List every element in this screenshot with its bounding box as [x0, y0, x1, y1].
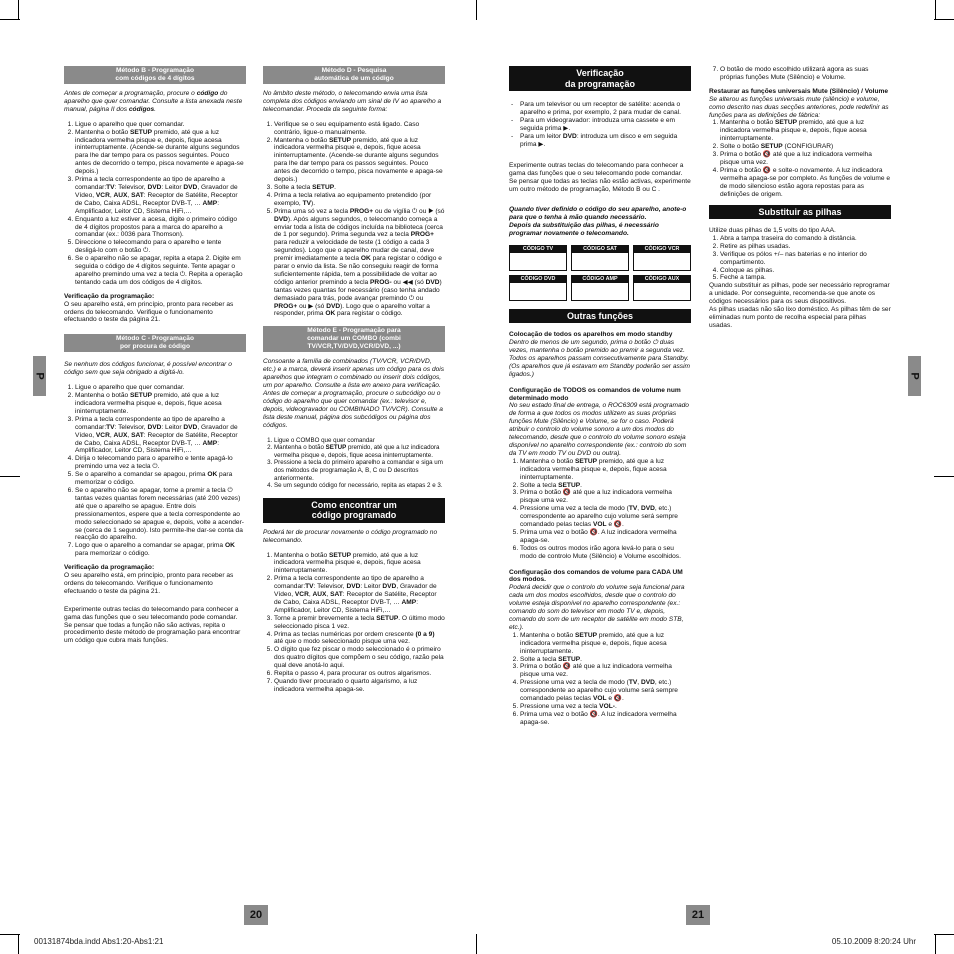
header-line: Método C - Programação [115, 335, 195, 343]
method-c-intro: Se nenhum dos códigos funcionar, é possível encontrar o código sem que seja obrigado a digitá-lo. [64, 361, 232, 377]
list-item: 3. Pressione a tecla do primeiro aparelho a comandar e siga um dos métodos de programação A, B, C ou D descritos anteriormente. [274, 459, 445, 482]
method-d-intro: No âmbito deste método, o telecomando envia uma lista completa dos códigos enviando um sinal de IV ao aparelho a telecomandar. Proceda da seguinte forma: [263, 90, 442, 113]
section-header-find-code [263, 498, 445, 523]
list-item: 2. Mantenha o botão SETUP premido, até que a luz indicadora vermelha pisque e, depois, fique acesa ininterruptamente. (Acende-se durante alguns segundos para lhe dar tempo para os passos seguintes. Pouco antes de decorrido o tempo, pisca novamente e apaga-se depois.) [274, 137, 445, 184]
volume-each-title: Configuração dos comandos de volume para CADA UM dos modos. [509, 568, 683, 584]
method-e-intro: Consoante a família de combinados (TV/VCR, VCR/DVD, etc.) e a marca, deverá inserir apenas um código para os dois aparelhos que integram o combinado ou inserir dois códigos, um por aparelho. Consulte a lista em anexo para verificação. Antes de começar a programação, procure o subcódigo ou o código do aparelho que quer comandar (ex.: televisor e, depois, videogravador ou COMBINADO TV/VCR). Consulte a lista deste manual, página dos subcódigos ou página dos códigos. [263, 358, 445, 429]
list-item: 5. Pressione uma vez a tecla VOL-. [520, 703, 691, 711]
list-item: 6. Prima uma vez o botão 🔇. A luz indicadora vermelha apaga-se. [520, 711, 691, 727]
list-item: 7. Quando tiver procurado o quarto algarismo, a luz indicadora vermelha apaga-se. [274, 678, 445, 694]
list-item: 1. Ligue o aparelho que quer comandar. [75, 121, 246, 129]
list-item: 6. Se o aparelho não se apagar, repita a etapa 2. Digite em seguida o código de 4 dígitos seguinte. Tente apagar o aparelho premindo uma vez a tecla ⏻. Repita a operação tentando cada um dos códigos de 4 dígitos. [75, 255, 246, 287]
method-b-steps [64, 121, 246, 287]
method-c-steps [64, 384, 246, 558]
list-item: 1. Ligue o COMBO que quer comandar [274, 437, 445, 445]
list-item: 3. Prima a tecla correspondente ao tipo de aparelho a comandar:TV: Televisor, DVD: Leitor DVD, Gravador de Vídeo, VCR, AUX, SAT: Receptor de Satélite, Receptor de Cabo, Caixa ADSL, Receptor DVB-T, … AMP: Amplificador, Leitor CD, Sistema HiFi,… [75, 176, 246, 216]
list-item: 3. Torne a premir brevemente a tecla SETUP. O último modo seleccionado pisca 1 vez. [274, 615, 445, 631]
code-box [571, 245, 629, 271]
list-item: 1. Mantenha o botão SETUP premido, até que a luz indicadora vermelha pisque e, depois, fique acesa ininterruptamente. [720, 119, 891, 143]
list-item: 1. Mantenha o botão SETUP premido, até que a luz indicadora vermelha pisque e, depois, fique acesa ininterruptamente. [274, 552, 445, 576]
header-line: com códigos de 4 dígitos [115, 75, 195, 82]
footer-file: 00131874bda.indd Abs1:20-Abs1:21 [34, 937, 164, 946]
volume-each-steps [509, 632, 691, 727]
column-4 [709, 66, 891, 337]
list-item: 2. Solte a tecla SETUP. [520, 656, 691, 664]
list-item: 4. Pressione uma vez a tecla de modo (TV, DVD, etc.) correspondente ao aparelho cujo volume será sempre comandado pelas teclas VOL e 🔇. [520, 505, 691, 529]
list-item: 4. Pressione uma vez a tecla de modo (TV, DVD, etc.) correspondente ao aparelho cujo volume será sempre comandado pelas teclas VOL e 🔇. [520, 679, 691, 703]
code-box-label: CÓDIGO DVD [510, 276, 566, 283]
list-item: 2. Mantenha o botão SETUP premido, até que a luz indicadora vermelha pisque e, depois, fique acesa ininterruptamente. (Acende-se durante alguns segundos para lhe dar tempo para os passos seguintes. Pouco antes de decorrido o tempo, pisca novamente e apaga-se depois.) [75, 129, 246, 176]
crop-mark [934, 476, 954, 477]
list-item: 1. Verifique se o seu equipamento está ligado. Caso contrário, ligue-o manualmente. [274, 121, 445, 137]
list-item: 6. Todos os outros modos irão agora levá-lo para o seu modo de controlo Mute (Silêncio) e Volume escolhidos. [520, 545, 691, 561]
code-box-label: CÓDIGO AMP [572, 276, 628, 283]
section-header-method-b [64, 66, 246, 84]
crop-mark [18, 934, 19, 954]
list-item: 6. Repita o passo 4, para procurar os outros algarismos. [274, 670, 445, 678]
list-item: 5. Se o aparelho a comandar se apagou, prima OK para memorizar o código. [75, 471, 246, 487]
code-box-label: CÓDIGO TV [510, 246, 566, 253]
crop-mark [935, 934, 936, 954]
crop-mark [934, 934, 954, 935]
restore-text: Se alterou as funções universais mute (silêncio) e volume, como descrito nas duas secções anteriores, pode redefinir as funções para as definições de fábrica: [709, 95, 889, 119]
intro-run: códigos [128, 105, 155, 113]
crop-mark [0, 934, 20, 935]
intro-run: . [154, 105, 157, 113]
method-d-steps [263, 121, 445, 319]
list-item: 5. Feche a tampa. [720, 274, 891, 282]
code-box-grid [509, 245, 691, 301]
volume-all-steps [509, 458, 691, 561]
list-item: - Para um televisor ou um receptor de satélite: acenda o aparelho e prima, por exemplo, 2 para mudar de canal. [520, 101, 691, 117]
page-number-right: 21 [686, 905, 710, 925]
crop-mark [934, 19, 954, 20]
list-item: 4. Prima as teclas numéricas por ordem crescente (0 a 9) até que o modo seleccionado pisque uma vez. [274, 631, 445, 647]
list-item: 4. Prima o botão 🔇 e solte-o novamente. A luz indicadora vermelha apaga-se por completo. As funções de volume e de modo silencioso estão agora repostas para as definições de origem. [720, 167, 891, 199]
intro-run: Antes de começar a programação, procure o [64, 90, 197, 97]
page-number-left: 20 [244, 905, 268, 925]
list-item: 3. Verifique os pólos +/– nas baterias e no interior do compartimento. [720, 251, 891, 267]
list-item: 1. Abra a tampa traseira do comando à distância. [720, 235, 891, 243]
header-line: da programação [564, 78, 636, 89]
list-item: 3. Prima o botão 🔇 até que a luz indicadora vermelha pisque uma vez. [720, 151, 891, 167]
list-item: 5. Prima uma vez o botão 🔇. A luz indicadora vermelha apaga-se. [520, 529, 691, 545]
list-item: 2. Retire as pilhas usadas. [720, 243, 891, 251]
verification-list [509, 101, 691, 148]
list-item: 5. Direccione o telecomando para o aparelho e tente desligá-lo com o botão ⏻. [75, 239, 246, 255]
list-item: - Para um leitor DVD: introduza um disco e em seguida prima ▶. [520, 133, 691, 149]
crop-mark [476, 934, 477, 954]
crop-mark [0, 476, 20, 477]
list-item: 3. Prima o botão 🔇 até que a luz indicadora vermelha pisque uma vez. [520, 489, 691, 505]
code-box [509, 275, 567, 301]
side-tab-right: P [908, 356, 921, 396]
volume-all-title: Configuração de TODOS os comandos de volume num determinado modo [509, 386, 681, 402]
list-item: 7. Logo que o aparelho a comandar se apagar, prima OK para memorizar o código. [75, 542, 246, 558]
standby-text: Dentro de menos de um segundo, prima o botão ⏻ duas vezes, mantenha o botão premido ao premir a segunda vez. Todos os aparelhos passam consecutivamente para Standby. (Os aparelhos que já estavam em Standby poderão ser assim ligados.) [509, 339, 691, 378]
intro-run: do aparelho que quer comandar. Consulte a lista anexada neste manual, página II dos [64, 90, 243, 113]
header-line: Como encontrar um [311, 499, 397, 510]
list-item: 4. Prima a tecla relativa ao equipamento pretendido (por exemplo, TV). [274, 192, 445, 208]
batteries-intro: Utilize duas pilhas de 1,5 volts do tipo AAA. [709, 227, 836, 234]
list-item: 2. Solte a tecla SETUP. [520, 482, 691, 490]
list-item: - Para um videogravador: introduza uma cassete e em seguida prima ▶. [520, 117, 691, 133]
find-code-intro: Poderá ter de procurar novamente o código programado no telecomando. [263, 528, 438, 544]
list-item: 4. Enquanto a luz estiver a acesa, digite o primeiro código de 4 dígitos propostos para a marca do aparelho a comandar (ex.: 0036 para Thomson). [75, 216, 246, 240]
column-3 [509, 66, 691, 733]
section-header-method-e [263, 326, 445, 352]
column-1 [64, 66, 246, 652]
batteries-text-2: As pilhas usadas não são lixo doméstico. As pilhas têm de ser eliminadas num ponto de recolha especial para pilhas usadas. [709, 306, 891, 329]
method-b-intro [64, 90, 246, 114]
list-item: 3. Prima o botão 🔇 até que a luz indicadora vermelha pisque uma vez. [520, 663, 691, 679]
list-item: 5. Prima uma só vez a tecla PROG+ ou de vigília ⏻ ou ▶ (só DVD). Após alguns segundos, o telecomando começa a enviar toda a lista de códigos incluída na biblioteca (cerca de 1 por segundo). Prima segunda vez a tecla PROG+ para reduzir a velocidade de teste (1 código a cada 3 segundos). Logo que o aparelho mudar de canal, deve premir imediatamente a tecla OK para registar o código e parar o envio da lista. Se não conseguiu reagir de forma suficientemente rápida, tem a possibilidade de voltar ao código anterior premindo a tecla PROG- ou ◀◀ (só DVD) tantas vezes quantas for necessário (caso tenha andado demasiado para trás, pode avançar premindo ⏻ ou PROG+ ou ▶ (só DVD). Logo que o aparelho voltar a responder, prima OK para registar o código. [274, 208, 445, 319]
header-line: TV/VCR,TV/DVD,VCR/DVD, ...) [307, 343, 401, 351]
method-e-steps [263, 437, 445, 490]
list-item: 7. O botão de modo escolhido utilizará agora as suas próprias funções Mute (Silêncio) e Volume. [720, 66, 891, 82]
verification-text: Experimente outras teclas do telecomando para conhecer a gama das funções que o seu telecomando pode comandar. Se pensar que todas as teclas não estão activas, experimente um outro método de programação, Método B ou C . [509, 162, 691, 194]
list-item: 1. Ligue o aparelho que quer comandar. [75, 384, 246, 392]
list-item: 4. Coloque as pilhas. [720, 267, 891, 275]
header-line: por procura de código [120, 343, 190, 351]
list-item: 4. Se um segundo código for necessário, repita as etapas 2 e 3. [274, 482, 445, 490]
code-box [633, 245, 691, 271]
code-box [633, 275, 691, 301]
header-line: comandar um COMBO (combi [307, 335, 401, 343]
restore-steps [709, 119, 891, 198]
batteries-steps [709, 235, 891, 282]
code-box-label: CÓDIGO VCR [634, 246, 690, 253]
crop-mark [476, 0, 477, 20]
intro-run: código [196, 90, 219, 97]
crop-mark [18, 0, 19, 20]
list-item: 2. Solte o botão SETUP (CONFIGURAR) [720, 143, 891, 151]
code-box [571, 275, 629, 301]
list-item: 3. Solte a tecla SETUP. [274, 184, 445, 192]
crop-mark [0, 19, 20, 20]
list-item: 2. Prima a tecla correspondente ao tipo de aparelho a comandar:TV: Televisor, DVD: Leitor DVD, Gravador de Vídeo, VCR, AUX, SAT: Receptor de Satélite, Receptor de Cabo, Caixa ADSL, Receptor DVB-T, … AMP: Amplificador, Leitor CD, Sistema HiFi,… [274, 575, 445, 615]
verification-note-2: Depois da substituição das pilhas, é necessário programar novamente o telecomando. [509, 221, 659, 237]
list-item: 6. Se o aparelho não se apagar, torne a premir a tecla ⏻ tantas vezes quantas forem necessárias (até 200 vezes) até que o aparelho se apague. Entre dois pressionamentos, espere que a tecla correspondente ao modo seleccionado se apague e, depois, volte a acender-se (cerca de 1 segundo). Isto permite-lhe dar-se conta da reacção do aparelho. [75, 487, 246, 542]
header-line: Método B - Programação [115, 67, 195, 74]
header-line: Método E - Programação para [307, 327, 401, 335]
header-line: código programado [311, 510, 397, 521]
section-header-method-c [64, 334, 246, 352]
header-line: Método D - Pesquisa [321, 67, 387, 74]
volume-all-text: No seu estado final de entrega, o ROC6309 está programado de forma a que todos os modos utilizem as suas próprias funções Mute (Silêncio) e Volume, se for o caso. Poderá atribuir o controlo do volume sonoro a um dos modos do telecomando, desde que o controlo do volume sonoro esteja disponível no aparelho correspondente (ex.: controlo do som da TV em modo TV ou DVD ou outra). [509, 402, 689, 457]
list-item: 2. Mantenha o botão SETUP premido, até que a luz indicadora vermelha pisque e, depois, fique acesa ininterruptamente. [274, 444, 445, 459]
find-code-steps [263, 552, 445, 694]
list-item: 1. Mantenha o botão SETUP premido, até que a luz indicadora vermelha pisque e, depois, fique acesa ininterruptamente. [520, 458, 691, 482]
list-item: 2. Mantenha o botão SETUP premido, até que a luz indicadora vermelha pisque e, depois, fique acesa ininterruptamente. [75, 392, 246, 416]
column-2 [263, 66, 445, 700]
list-item: 4. Dirija o telecomando para o aparelho e tente apagá-lo premindo uma vez a tecla ⏻. [75, 455, 246, 471]
header-line: Verificação [576, 68, 624, 78]
code-box-label: CÓDIGO SAT [572, 246, 628, 253]
header-line: automática de um código [314, 75, 394, 82]
standby-title: Colocação de todos os aparelhos em modo standby [509, 331, 673, 339]
section-header-method-d [263, 66, 445, 84]
method-b-verify-title: Verificação da programação: [64, 292, 155, 300]
method-c-verify-title: Verificação da programação: [64, 564, 155, 572]
volume-each-text: Poderá decidir que o controlo do volume seja funcional para cada um dos modos escolhidos, desde que o controlo do volume esteja disponível no aparelho correspondente (ex.: comando do som do televisor em modo TV e, depois, comando do som de um receptor de satélite em modo STB, etc.). [509, 584, 685, 631]
verification-note-1: Quando tiver definido o código do seu aparelho, anote-o para que o tenha à mão quando necessário. [509, 206, 687, 221]
footer-date: 05.10.2009 8:20:24 Uhr [831, 937, 916, 946]
batteries-text-1: Quando substituir as pilhas, pode ser necessário reprogramar a unidade. Por conseguinte, recomenda-se que anote os códigos necessários para os seus dispositivos. [709, 282, 890, 306]
section-header-other-functions: Outras funções [509, 309, 691, 324]
list-item: 3. Prima a tecla correspondente ao tipo de aparelho a comandar:TV: Televisor, DVD: Leitor DVD, Gravador de Vídeo, VCR, AUX, SAT: Receptor de Satélite, Receptor de Cabo, Caixa ADSL, Receptor DVB-T, … AMP: Amplificador, Leitor CD, Sistema HiFi,… [75, 416, 246, 456]
section-header-batteries: Substituir as pilhas [709, 205, 891, 220]
method-c-verify-text: O seu aparelho está, em princípio, pronto para receber as ordens do telecomando. Verifique o funcionamento efectuando o teste da página 21. [64, 572, 234, 595]
restore-title: Restaurar as funções universais Mute (Silêncio) / Volume [709, 87, 889, 95]
list-item: 1. Mantenha o botão SETUP premido, até que a luz indicadora vermelha pisque e, depois, fique acesa ininterruptamente. [520, 632, 691, 656]
crop-mark [935, 0, 936, 20]
side-tab-left: P [33, 356, 46, 396]
section-header-verification [509, 66, 691, 91]
method-c-outro: Experimente outras teclas do telecomando para conhecer a gama das funções que o seu telecomando pode comandar. Se pensar que todas a função não são activas, repita o procedimento deste método de programação para encontrar um código que cubra mais funções. [64, 605, 241, 645]
code-box-label: CÓDIGO AUX [634, 276, 690, 283]
list-item: 5. O dígito que fez piscar o modo seleccionado é o primeiro dos quatro dígitos que compõem o seu código, razão pela qual deve anotá-lo aqui. [274, 646, 445, 670]
code-box [509, 245, 567, 271]
volume-each-step-7 [709, 66, 891, 82]
method-b-verify-text: O seu aparelho está, em princípio, pronto para receber as ordens do telecomando. Verifique o funcionamento efectuando o teste da página 21. [64, 300, 234, 324]
